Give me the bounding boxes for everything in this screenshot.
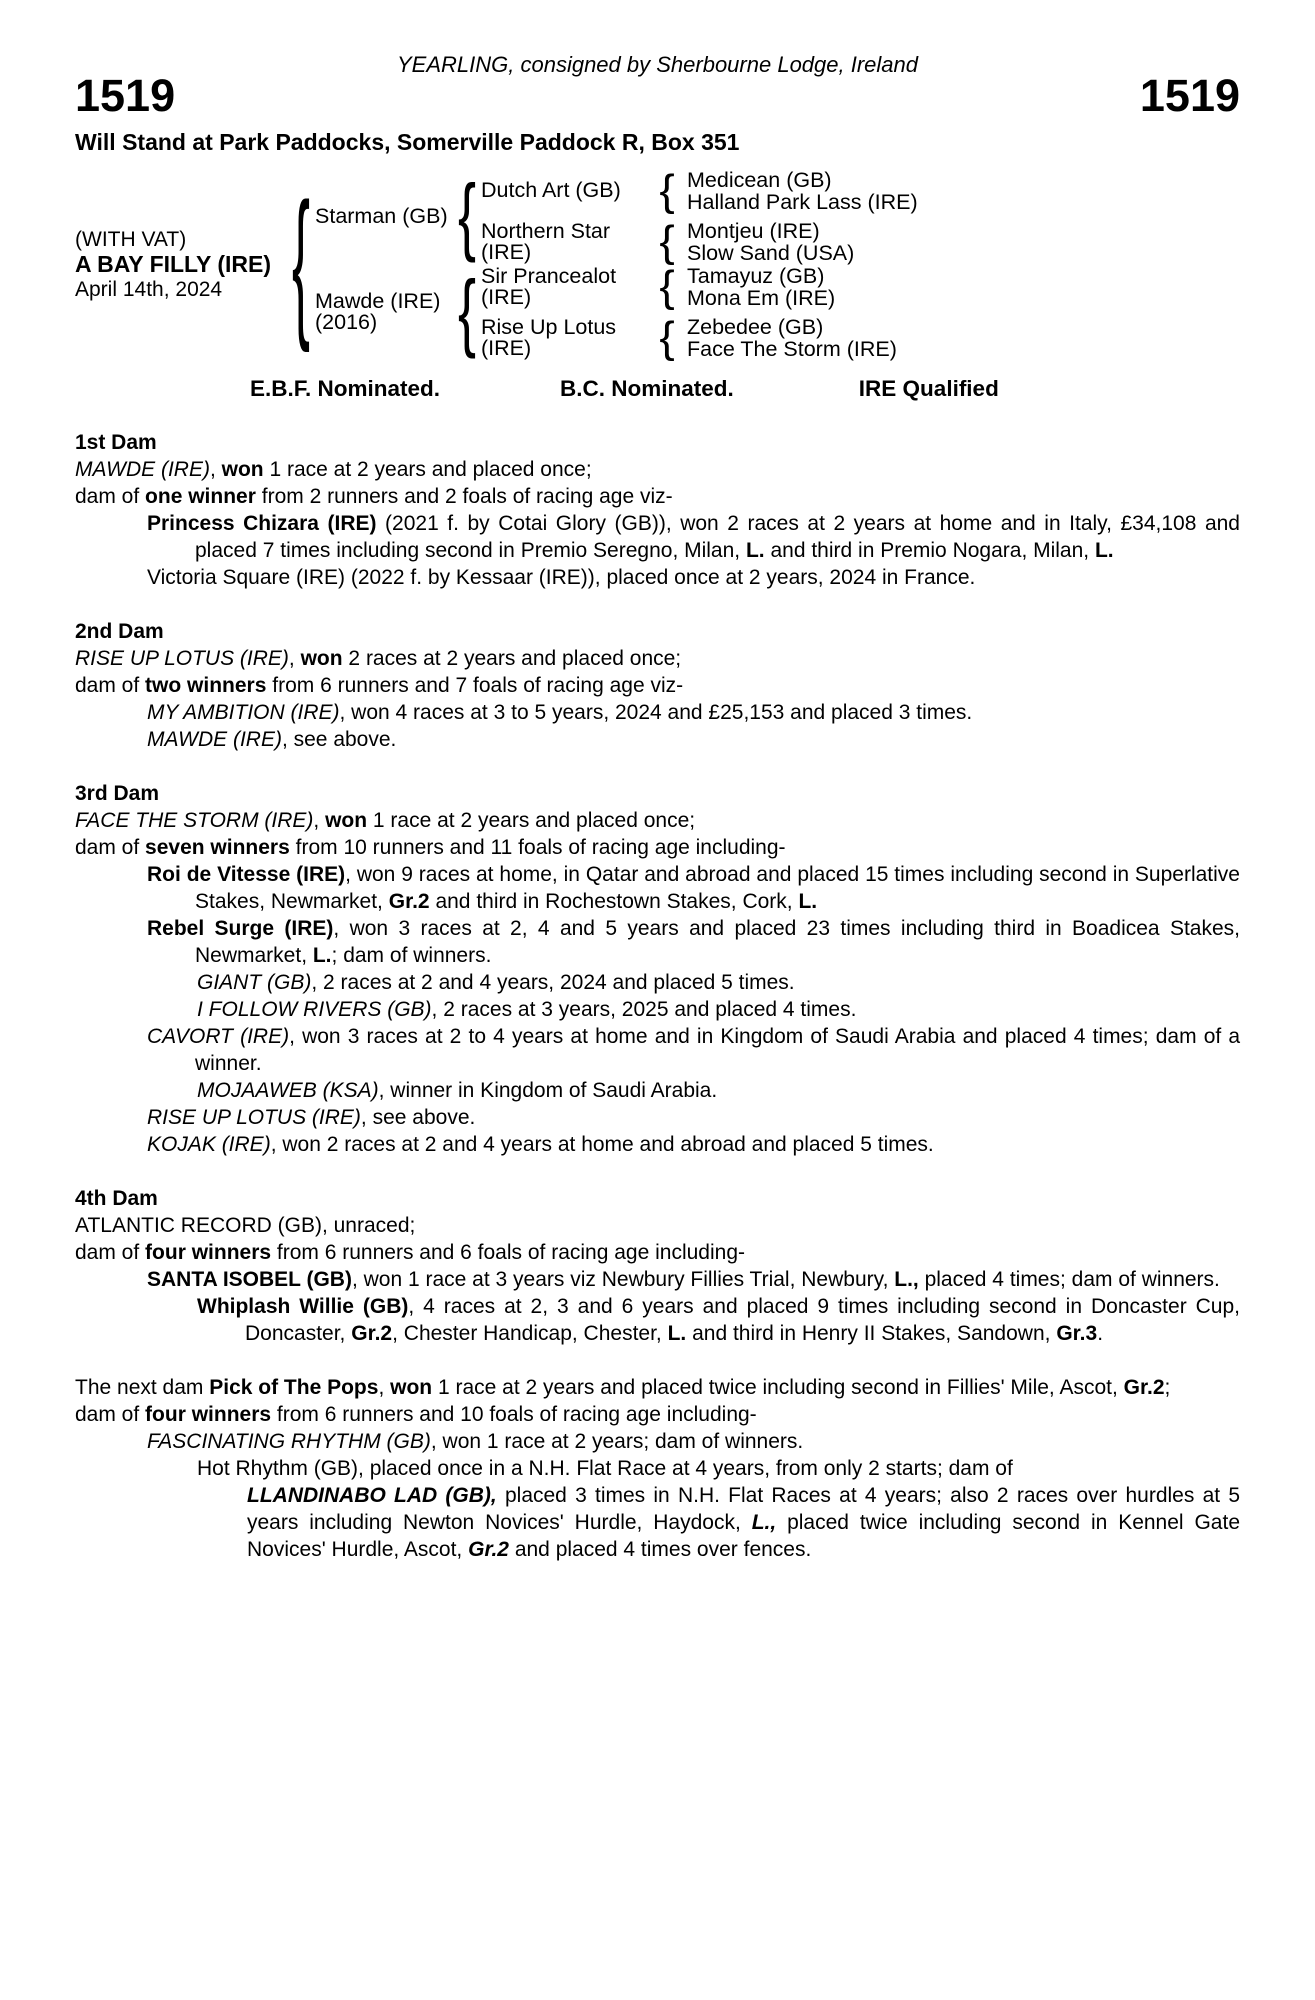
text-run: MY AMBITION (IRE) — [147, 701, 340, 724]
text-run: . — [1097, 1322, 1104, 1345]
paragraph — [75, 1104, 1240, 1131]
subject-block — [75, 168, 287, 360]
subject-foaling-date: April 14th, 2024 — [75, 277, 223, 301]
text-run: and placed 4 times over fences. — [508, 1538, 812, 1561]
text-run: dam of — [75, 836, 146, 859]
text-run: , won 1 race at 2 years; dam of winners. — [430, 1430, 804, 1453]
text-run: RISE UP LOTUS (IRE) — [75, 647, 289, 670]
text-run: and third in Premio Nogara, Milan, — [764, 539, 1095, 562]
text-run: L. — [745, 539, 765, 562]
text-run: L. — [1094, 539, 1114, 562]
text-run: 1 race at 2 years and placed once; — [263, 458, 592, 481]
great-grandparent-name: Slow Sand (USA) — [687, 240, 855, 265]
text-run: L., — [751, 1511, 777, 1534]
dam-section — [75, 618, 1240, 753]
sections — [75, 429, 1240, 1563]
ire-qualified-label: IRE Qualified — [858, 376, 999, 401]
text-run: Princess Chizara (IRE) — [147, 512, 377, 535]
text-run: , won 2 races at 2 and 4 years at home and abroad and placed 5 times. — [270, 1133, 934, 1156]
paragraph — [75, 1131, 1240, 1158]
subject-name: A BAY FILLY (IRE) — [75, 250, 271, 277]
vat-note: (WITH VAT) — [75, 227, 187, 251]
text-run: , — [378, 1376, 391, 1399]
text-run: won — [300, 647, 343, 670]
pedigree-brace-small — [653, 231, 681, 252]
text-run: , won 1 race at 3 years viz Newbury Fillies Trial, Newbury, — [351, 1268, 895, 1291]
paragraph — [75, 456, 1240, 483]
grandparent-name: Dutch Art (GB) — [481, 178, 621, 202]
text-run: seven winners — [145, 836, 290, 859]
section-heading: 3rd Dam — [75, 782, 160, 805]
stand-location-line: Will Stand at Park Paddocks, Somerville Paddock R, Box 351 — [75, 129, 740, 155]
pedigree-brace-dam — [453, 302, 481, 323]
text-run: ATLANTIC RECORD (GB), unraced; — [75, 1214, 416, 1237]
paragraph — [75, 1428, 1240, 1455]
text-run: Gr.3 — [1056, 1322, 1098, 1345]
paragraph — [75, 510, 1240, 564]
text-run: , — [313, 809, 326, 832]
text-run: from 6 runners and 10 foals of racing age including- — [271, 1403, 757, 1426]
text-run: , won 4 races at 3 to 5 years, 2024 and £25,153 and placed 3 times. — [339, 701, 973, 724]
text-run: from 2 runners and 2 foals of racing age viz- — [255, 485, 673, 508]
text-run: won — [221, 458, 264, 481]
text-run: , winner in Kingdom of Saudi Arabia. — [378, 1079, 718, 1102]
text-run: and third in Rochestown Stakes, Cork, — [429, 890, 799, 913]
text-run: ; dam of winners. — [331, 944, 492, 967]
section-heading: 2nd Dam — [75, 620, 164, 643]
paragraph — [75, 1239, 1240, 1266]
paragraph — [75, 834, 1240, 861]
grandparent-name: Sir Prancealot (IRE) — [481, 263, 617, 309]
text-run: placed twice including second in Kennel Gate Novices' Hurdle, Ascot, — [247, 1511, 1240, 1561]
text-run: L., — [894, 1268, 919, 1291]
text-run: , — [288, 647, 301, 670]
text-run: The next dam — [75, 1376, 210, 1399]
paragraph — [75, 861, 1240, 915]
text-run: CAVORT (IRE) — [147, 1025, 290, 1048]
text-run: GIANT (GB) — [197, 971, 312, 994]
paragraph — [75, 969, 1240, 996]
great-grandparent-name: Mona Em (IRE) — [687, 285, 836, 310]
section-heading: 1st Dam — [75, 431, 157, 454]
ebf-nominated-label: E.B.F. Nominated. — [250, 376, 441, 401]
text-run: LLANDINABO LAD (GB), — [247, 1484, 497, 1507]
dam-name-block — [315, 291, 453, 333]
text-run: two winners — [145, 674, 267, 697]
paragraph — [75, 1482, 1240, 1563]
text-run: Whiplash Willie (GB) — [197, 1295, 409, 1318]
text-run: dam of — [75, 674, 146, 697]
text-run: 2 races at 2 years and placed once; — [342, 647, 682, 670]
pedigree-brace-small — [653, 276, 681, 297]
text-run: L. — [667, 1322, 687, 1345]
text-run: Pick of The Pops — [209, 1376, 379, 1399]
paragraph — [75, 672, 1240, 699]
text-run: MAWDE (IRE) — [147, 728, 282, 751]
text-run: from 6 runners and 7 foals of racing age viz- — [266, 674, 684, 697]
text-run: dam of — [75, 485, 146, 508]
text-run: 1 race at 2 years and placed twice including second in Fillies' Mile, Ascot, — [432, 1376, 1124, 1399]
great-grandparent-name: Halland Park Lass (IRE) — [687, 189, 918, 214]
lot-number-row — [75, 70, 1240, 121]
lot-number-right: 1519 — [1139, 70, 1240, 121]
text-run: 1 race at 2 years and placed once; — [367, 809, 696, 832]
great-grandparent-name: Zebedee (GB) — [687, 314, 824, 339]
text-run: Gr.2 — [351, 1322, 393, 1345]
text-run: and third in Henry II Stakes, Sandown, — [686, 1322, 1057, 1345]
text-run: placed 4 times; dam of winners. — [918, 1268, 1220, 1291]
dam-name: Mawde (IRE) — [315, 289, 441, 313]
granddam-branch — [481, 316, 1240, 360]
text-run: placed 3 times in N.H. Flat Races at 4 years; also 2 races over hurdles at 5 years including Newton Novices' Hurdle, Haydock, — [247, 1484, 1240, 1534]
text-run: L. — [312, 944, 332, 967]
paragraph — [75, 1266, 1240, 1293]
text-run: , Chester Handicap, Chester, — [392, 1322, 668, 1345]
text-run: , see above. — [281, 728, 397, 751]
grandparent-name: Northern Star (IRE) — [481, 218, 611, 264]
bc-nominated-label: B.C. Nominated. — [560, 376, 734, 401]
lot-number-left: 1519 — [75, 70, 176, 121]
text-run: RISE UP LOTUS (IRE) — [147, 1106, 361, 1129]
paragraph — [75, 726, 1240, 753]
sire-branch — [315, 168, 1240, 264]
paragraph — [75, 564, 1240, 591]
dam-year: (2016) — [315, 310, 378, 334]
dam-section — [75, 1185, 1240, 1347]
pedigree-brace-small — [653, 180, 681, 201]
text-run: , 4 races at 2, 3 and 6 years and placed 9 times including second in Doncaster Cup, Doncaster, — [245, 1295, 1240, 1345]
paragraph — [75, 996, 1240, 1023]
pedigree-tree — [75, 168, 1240, 360]
paragraph — [75, 915, 1240, 969]
text-run: from 6 runners and 6 foals of racing age including- — [271, 1241, 745, 1264]
dam-section — [75, 429, 1240, 591]
text-run: , won 3 races at 2, 4 and 5 years and placed 23 times including third in Boadicea Stakes, Newmarket, — [195, 917, 1241, 967]
text-run: four winners — [145, 1403, 272, 1426]
text-run: FASCINATING RHYTHM (GB) — [147, 1430, 431, 1453]
dam-branch — [315, 264, 1240, 360]
text-run: won — [325, 809, 368, 832]
text-run: dam of — [75, 1241, 146, 1264]
text-run: KOJAK (IRE) — [147, 1133, 271, 1156]
pedigree-brace-sire — [453, 206, 481, 227]
text-run: I FOLLOW RIVERS (GB) — [197, 998, 432, 1021]
nominations-row — [75, 375, 1240, 402]
text-run: MAWDE (IRE) — [75, 458, 210, 481]
text-run: , won 3 races at 2 to 4 years at home and in Kingdom of Saudi Arabia and placed 4 times; dam of a winner. — [195, 1025, 1241, 1075]
paragraph — [75, 699, 1240, 726]
text-run: FACE THE STORM (IRE) — [75, 809, 314, 832]
text-run: Gr.2 — [1123, 1376, 1165, 1399]
text-run: , see above. — [360, 1106, 476, 1129]
pedigree-brace-outer — [287, 168, 315, 360]
great-grandparent-name: Montjeu (IRE) — [687, 218, 820, 243]
text-run: SANTA ISOBEL (GB) — [147, 1268, 352, 1291]
great-grandparent-name: Face The Storm (IRE) — [687, 336, 897, 361]
text-run: four winners — [145, 1241, 272, 1264]
sire-name: Starman (GB) — [315, 203, 448, 228]
paragraph — [75, 483, 1240, 510]
section-heading: 4th Dam — [75, 1187, 158, 1210]
pedigree-generations — [315, 168, 1240, 360]
text-run: , 2 races at 2 and 4 years, 2024 and placed 5 times. — [311, 971, 795, 994]
text-run: from 10 runners and 11 foals of racing age including- — [289, 836, 786, 859]
text-run: one winner — [145, 485, 256, 508]
paragraph — [75, 1374, 1240, 1401]
paragraph — [75, 645, 1240, 672]
paragraph — [75, 1401, 1240, 1428]
text-run: Hot Rhythm (GB), placed once in a N.H. Flat Race at 4 years, from only 2 starts; dam of — [197, 1457, 1013, 1480]
text-run: Gr.2 — [388, 890, 430, 913]
grandparent-name: Rise Up Lotus (IRE) — [481, 314, 617, 360]
paragraph — [75, 1293, 1240, 1347]
text-run: Victoria Square (IRE) (2022 f. by Kessaar (IRE)), placed once at 2 years, 2024 in France. — [147, 566, 976, 589]
text-run: won — [390, 1376, 433, 1399]
pedigree-brace-small — [653, 327, 681, 348]
text-run: , 2 races at 3 years, 2025 and placed 4 times. — [431, 998, 857, 1021]
text-run: dam of — [75, 1403, 146, 1426]
text-run: ; — [1164, 1376, 1171, 1399]
text-run: Gr.2 — [468, 1538, 509, 1561]
paragraph — [75, 1455, 1240, 1482]
text-run: (2021 f. by Cotai Glory (GB)), won 2 races at 2 years at home and in Italy, £34,108 and placed 7 times including second in Premio Seregno, Milan, — [195, 512, 1240, 562]
grandsire-branch — [481, 265, 1240, 309]
text-run: MOJAAWEB (KSA) — [197, 1079, 379, 1102]
paragraph — [75, 1212, 1240, 1239]
consignor-line: YEARLING, consigned by Sherbourne Lodge, Ireland — [397, 52, 918, 77]
paragraph — [75, 1023, 1240, 1077]
dam-section — [75, 780, 1240, 1158]
text-run: , — [209, 458, 222, 481]
great-grandparent-name: Medicean (GB) — [687, 167, 832, 192]
paragraph — [75, 807, 1240, 834]
paragraph — [75, 1077, 1240, 1104]
dam-section — [75, 1374, 1240, 1563]
granddam-branch — [481, 220, 1240, 264]
text-run: Rebel Surge (IRE) — [147, 917, 334, 940]
text-run: Roi de Vitesse (IRE) — [147, 863, 346, 886]
grandsire-branch — [481, 169, 1240, 213]
text-run: , won 9 races at home, in Qatar and abroad and placed 15 times including second in Superlative Stakes, Newmarket, — [195, 863, 1240, 913]
text-run: L. — [798, 890, 818, 913]
great-grandparent-name: Tamayuz (GB) — [687, 263, 825, 288]
